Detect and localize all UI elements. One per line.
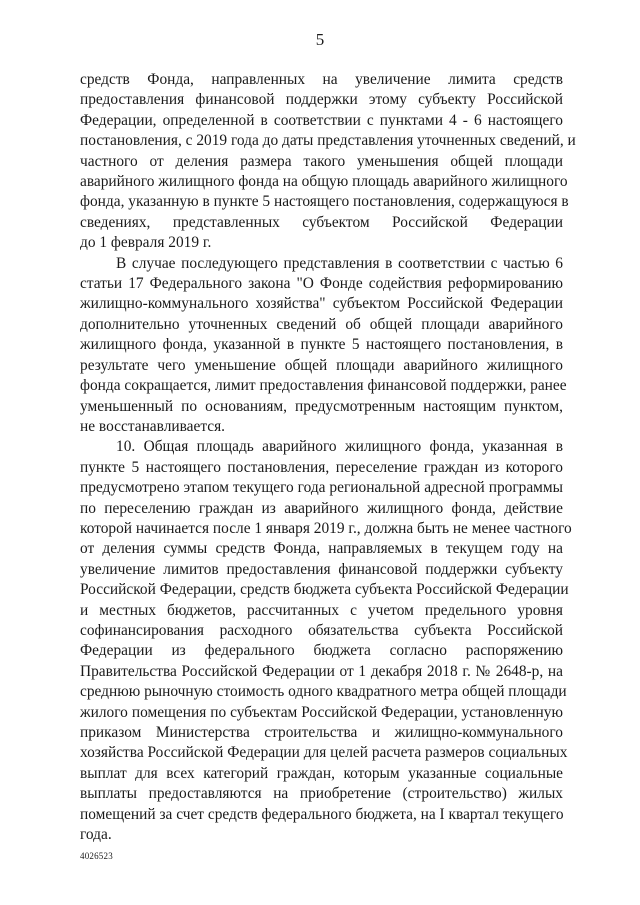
paragraph bbox=[80, 70, 576, 254]
text-line: фонда сокращается, лимит предоставления финансовой поддержки, ранее bbox=[80, 377, 567, 395]
text-line: Федерации из федерального бюджета согласно распоряжению bbox=[80, 642, 563, 660]
paragraph bbox=[80, 254, 567, 438]
text-line: 10. Общая площадь аварийного жилищного фонда, указанная в bbox=[116, 438, 563, 456]
text-line: жилого помещения по субъектам Российской Федерации, установленную bbox=[80, 703, 563, 721]
text-line: дополнительно уточненных сведений об общей площади аварийного bbox=[80, 315, 563, 333]
text-line: приказом Министерства строительства и жилищно-коммунального bbox=[80, 724, 563, 741]
text-line: и местных бюджетов, рассчитанных с учетом предельного уровня bbox=[80, 601, 563, 619]
document-body bbox=[80, 70, 576, 845]
text-line: В случае последующего представления в соответствии с частью 6 bbox=[116, 254, 563, 272]
text-line: выплат для всех категорий граждан, которым указанные социальные bbox=[80, 764, 563, 782]
text-line: постановления, с 2019 года до даты представления уточненных сведений, и bbox=[80, 132, 576, 150]
text-line: пункте 5 настоящего постановления, переселение граждан из которого bbox=[80, 458, 563, 476]
document-code: 4026523 bbox=[80, 851, 113, 861]
text-line: предусмотрено этапом текущего года региональной адресной программы bbox=[80, 479, 563, 497]
text-line: которой начинается после 1 января 2019 г., должна быть не менее частного bbox=[80, 519, 572, 537]
text-line: предоставления финансовой поддержки этому субъекту Российской bbox=[80, 91, 563, 109]
text-line: выплаты предоставляются на приобретение (строительство) жилых bbox=[80, 785, 563, 803]
text-line: года. bbox=[80, 826, 112, 844]
text-line: увеличение лимитов предоставления финансовой поддержки субъекту bbox=[80, 560, 563, 578]
text-line: жилищного фонда, указанной в пункте 5 настоящего постановления, в bbox=[80, 336, 563, 354]
text-line: жилищно-коммунального хозяйства" субъектом Российской Федерации bbox=[80, 295, 563, 313]
text-line: уменьшенный по основаниям, предусмотренным настоящим пунктом, bbox=[80, 397, 563, 415]
page-number: 5 bbox=[315, 30, 325, 49]
text-line: от деления суммы средств Фонда, направляемых в текущем году на bbox=[80, 540, 563, 558]
text-line: Российской Федерации, средств бюджета субъекта Российской Федерации bbox=[80, 581, 569, 599]
text-line: статьи 17 Федерального закона "О Фонде содействия реформированию bbox=[80, 275, 563, 293]
text-line: хозяйства Российской Федерации для целей расчета размеров социальных bbox=[80, 744, 568, 762]
text-line: аварийного жилищного фонда на общую площадь аварийного жилищного bbox=[80, 173, 568, 191]
text-line: средств Фонда, направленных на увеличение лимита средств bbox=[80, 71, 563, 88]
text-line: не восстанавливается. bbox=[80, 417, 226, 435]
text-line: по переселению граждан из аварийного жилищного фонда, действие bbox=[80, 499, 563, 517]
text-line: помещений за счет средств федерального бюджета, на I квартал текущего bbox=[80, 805, 564, 823]
text-line: среднюю рыночную стоимость одного квадратного метра общей площади bbox=[80, 683, 567, 701]
text-line: Правительства Российской Федерации от 1 декабря 2018 г. № 2648-р, на bbox=[80, 662, 563, 680]
text-line: софинансирования расходного обязательства субъекта Российской bbox=[80, 621, 563, 639]
paragraph bbox=[80, 437, 572, 845]
text-line: частного от деления размера такого уменьшения общей площади bbox=[80, 152, 563, 170]
text-line: фонда, указанную в пункте 5 настоящего постановления, содержащуюся в bbox=[80, 193, 569, 211]
text-line: Федерации, определенной в соответствии с пунктами 4 - 6 настоящего bbox=[80, 111, 563, 129]
text-line: результате чего уменьшение общей площади аварийного жилищного bbox=[80, 356, 563, 374]
text-line: до 1 февраля 2019 г. bbox=[80, 234, 212, 252]
text-line: сведениях, представленных субъектом Российской Федерации bbox=[80, 213, 563, 231]
